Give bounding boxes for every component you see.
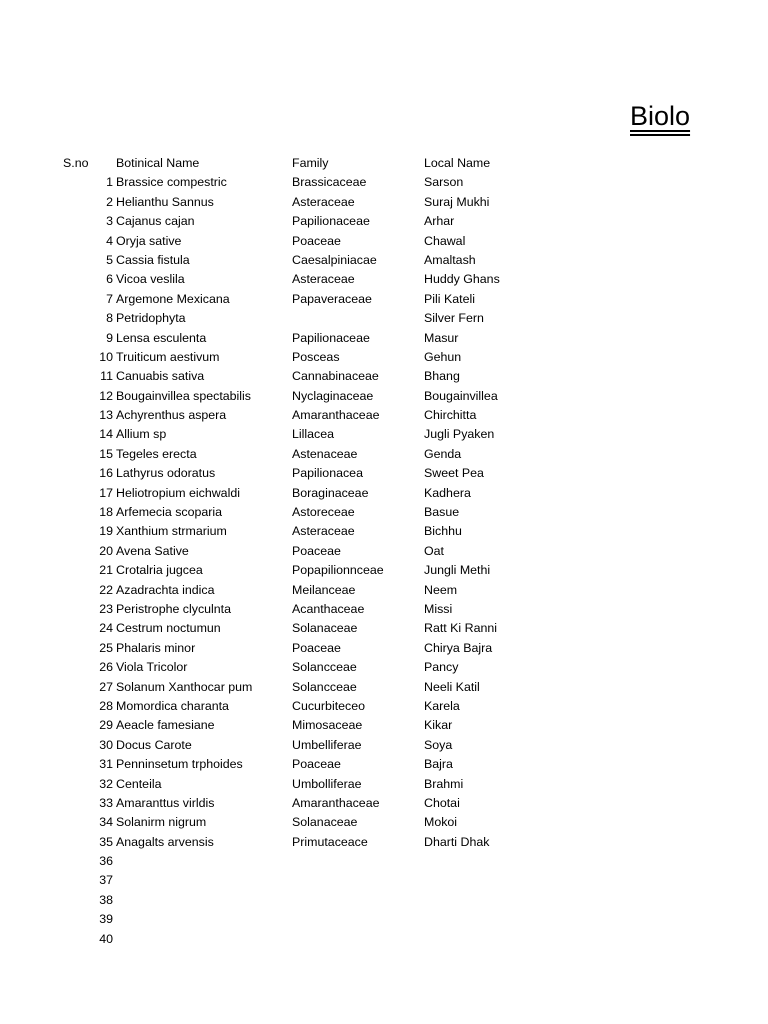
table-row: [0, 658, 768, 677]
cell-family: Cucurbiteceo: [292, 698, 366, 713]
cell-family: Asteraceae: [292, 272, 355, 287]
table-row: [0, 367, 768, 386]
cell-sno: 40: [99, 931, 113, 946]
cell-local-name: Suraj Mukhi: [424, 194, 490, 209]
cell-sno: 11: [100, 369, 113, 384]
cell-sno: 12: [99, 388, 113, 403]
cell-botanical-name: Cestrum noctumun: [116, 621, 221, 636]
table-row: [0, 484, 768, 503]
cell-family: Poaceae: [292, 543, 341, 558]
table-row: [0, 775, 768, 794]
cell-sno: 23: [99, 601, 113, 616]
header-sno: S.no: [63, 156, 89, 170]
cell-botanical-name: Canuabis sativa: [116, 369, 205, 384]
table-row: [0, 910, 768, 929]
table-row: [0, 290, 768, 309]
cell-sno: 8: [106, 311, 113, 326]
header-family: Family: [292, 156, 329, 170]
cell-botanical-name: Truiticum aestivum: [116, 349, 220, 364]
cell-family: Amaranthaceae: [292, 795, 380, 810]
table-row: [0, 852, 768, 871]
cell-botanical-name: Vicoa veslila: [116, 272, 185, 287]
cell-sno: 16: [99, 466, 113, 481]
header-local-name: Local Name: [424, 156, 491, 170]
cell-family: Umbolliferae: [292, 776, 362, 791]
cell-family: Astoreceae: [292, 505, 355, 520]
cell-family: Poaceae: [292, 757, 341, 772]
cell-sno: 38: [99, 892, 113, 907]
table-row: [0, 425, 768, 444]
table-row: [0, 309, 768, 328]
cell-botanical-name: Phalaris minor: [116, 640, 196, 655]
cell-sno: 9: [106, 330, 113, 345]
cell-local-name: Soya: [424, 737, 453, 752]
cell-sno: 30: [99, 737, 113, 752]
table-row: [0, 871, 768, 890]
cell-botanical-name: Amaranttus virldis: [116, 795, 215, 810]
cell-local-name: Genda: [424, 446, 462, 461]
cell-family: Mimosaceae: [292, 718, 363, 733]
page-title: Biolo: [630, 101, 691, 131]
cell-botanical-name: Oryja sative: [116, 233, 182, 248]
cell-local-name: Neeli Katil: [424, 679, 480, 694]
cell-sno: 36: [99, 854, 113, 869]
header-botanical-name: Botinical Name: [116, 156, 200, 170]
table-row: [0, 173, 768, 192]
cell-local-name: Jugli Pyaken: [424, 427, 495, 442]
cell-local-name: Oat: [424, 543, 444, 558]
cell-local-name: Huddy Ghans: [424, 272, 500, 287]
cell-family: Nyclaginaceae: [292, 388, 374, 403]
cell-family: Papilionacea: [292, 466, 363, 481]
cell-sno: 18: [99, 505, 113, 520]
cell-sno: 5: [106, 252, 113, 267]
table-row: [0, 736, 768, 755]
cell-botanical-name: Cajanus cajan: [116, 214, 195, 229]
cell-local-name: Chawal: [424, 233, 466, 248]
cell-local-name: Brahmi: [424, 776, 464, 791]
table-row: [0, 581, 768, 600]
cell-local-name: Sweet Pea: [424, 466, 484, 481]
table-row: [0, 561, 768, 580]
table-row: [0, 697, 768, 716]
cell-sno: 39: [99, 912, 113, 927]
cell-family: Cannabinaceae: [292, 369, 379, 384]
table-row: [0, 600, 768, 619]
cell-sno: 33: [99, 795, 113, 810]
table-row: [0, 794, 768, 813]
table-row: [0, 329, 768, 348]
cell-family: Papaveraceae: [292, 291, 372, 306]
cell-botanical-name: Penninsetum trphoides: [116, 757, 243, 772]
table-row: [0, 891, 768, 910]
cell-sno: 10: [99, 349, 113, 364]
cell-botanical-name: Achyrenthus aspera: [116, 408, 227, 423]
table-row: [0, 930, 768, 949]
cell-botanical-name: Anagalts arvensis: [116, 834, 214, 849]
cell-family: Papilionaceae: [292, 214, 370, 229]
cell-local-name: Dharti Dhak: [424, 834, 490, 849]
cell-local-name: Amaltash: [424, 252, 476, 267]
cell-sno: 35: [99, 834, 113, 849]
cell-family: Brassicaceae: [292, 175, 367, 190]
cell-botanical-name: Azadrachta indica: [116, 582, 215, 597]
cell-family: Poaceae: [292, 640, 341, 655]
cell-botanical-name: Tegeles erecta: [116, 446, 197, 461]
table-row: [0, 251, 768, 270]
cell-local-name: Kikar: [424, 718, 453, 733]
table-row: [0, 716, 768, 735]
table-header-row: [0, 154, 768, 173]
cell-local-name: Bajra: [424, 757, 453, 772]
table-row: [0, 813, 768, 832]
cell-local-name: Karela: [424, 698, 460, 713]
cell-botanical-name: Cassia fistula: [116, 252, 190, 267]
cell-sno: 20: [99, 543, 113, 558]
cell-botanical-name: Helianthu Sannus: [116, 194, 214, 209]
cell-sno: 37: [99, 873, 113, 888]
cell-sno: 31: [99, 757, 113, 772]
cell-family: Asteraceae: [292, 524, 355, 539]
cell-sno: 34: [99, 815, 113, 830]
cell-sno: 29: [99, 718, 113, 733]
cell-botanical-name: Aeacle famesiane: [116, 718, 215, 733]
cell-sno: 17: [99, 485, 113, 500]
cell-family: Solanaceae: [292, 815, 358, 830]
cell-family: Amaranthaceae: [292, 408, 380, 423]
cell-sno: 6: [106, 272, 113, 287]
cell-botanical-name: Centeila: [116, 776, 162, 791]
cell-family: Solanaceae: [292, 621, 358, 636]
cell-local-name: Bhang: [424, 369, 460, 384]
cell-sno: 24: [99, 621, 113, 636]
cell-family: Boraginaceae: [292, 485, 369, 500]
cell-botanical-name: Lensa esculenta: [116, 330, 207, 345]
cell-sno: 14: [99, 427, 113, 442]
table-row: [0, 348, 768, 367]
cell-sno: 15: [99, 446, 113, 461]
cell-local-name: Masur: [424, 330, 459, 345]
cell-local-name: Gehun: [424, 349, 462, 364]
cell-local-name: Bichhu: [424, 524, 462, 539]
cell-local-name: Chirya Bajra: [424, 640, 493, 655]
cell-sno: 4: [106, 233, 113, 248]
table-row: [0, 212, 768, 231]
table-row: [0, 193, 768, 212]
cell-local-name: Neem: [424, 582, 458, 597]
cell-sno: 21: [99, 563, 113, 578]
cell-local-name: Pili Kateli: [424, 291, 475, 306]
plant-table: [0, 154, 768, 949]
cell-family: Popapilionnceae: [292, 563, 384, 578]
cell-local-name: Kadhera: [424, 485, 471, 500]
cell-local-name: Chirchitta: [424, 408, 477, 423]
cell-sno: 25: [99, 640, 113, 655]
cell-sno: 2: [106, 194, 113, 209]
cell-family: Caesalpiniacae: [292, 252, 377, 267]
cell-family: Posceas: [292, 349, 340, 364]
cell-family: Astenaceae: [292, 446, 358, 461]
table-row: [0, 542, 768, 561]
cell-botanical-name: Crotalria jugcea: [116, 563, 203, 578]
cell-family: Acanthaceae: [292, 601, 365, 616]
cell-local-name: Basue: [424, 505, 460, 520]
cell-botanical-name: Viola Tricolor: [116, 660, 188, 675]
cell-family: Solancceae: [292, 679, 357, 694]
table-row: [0, 755, 768, 774]
cell-sno: 28: [99, 698, 113, 713]
cell-sno: 27: [99, 679, 113, 694]
cell-family: Meilanceae: [292, 582, 356, 597]
cell-local-name: Pancy: [424, 660, 459, 675]
table-row: [0, 270, 768, 289]
table-row: [0, 522, 768, 541]
table-row: [0, 387, 768, 406]
cell-botanical-name: Argemone Mexicana: [116, 291, 230, 306]
table-row: [0, 619, 768, 638]
cell-sno: 3: [106, 214, 113, 229]
cell-botanical-name: Momordica charanta: [116, 698, 229, 713]
cell-botanical-name: Solanum Xanthocar pum: [116, 679, 253, 694]
cell-botanical-name: Petridophyta: [116, 311, 186, 326]
cell-local-name: Chotai: [424, 795, 460, 810]
cell-sno: 19: [99, 524, 113, 539]
table-row: [0, 445, 768, 464]
cell-local-name: Ratt Ki Ranni: [424, 621, 498, 636]
table-row: [0, 639, 768, 658]
cell-local-name: Mokoi: [424, 815, 458, 830]
cell-family: Poaceae: [292, 233, 341, 248]
table-row: [0, 503, 768, 522]
cell-local-name: Arhar: [424, 214, 455, 229]
cell-family: Papilionaceae: [292, 330, 370, 345]
cell-botanical-name: Bougainvillea spectabilis: [116, 388, 252, 403]
cell-sno: 7: [106, 291, 113, 306]
cell-local-name: Bougainvillea: [424, 388, 498, 403]
table-row: [0, 678, 768, 697]
cell-family: Lillacea: [292, 427, 335, 442]
cell-botanical-name: Heliotropium eichwaldi: [116, 485, 240, 500]
cell-sno: 13: [99, 408, 113, 423]
cell-botanical-name: Docus Carote: [116, 737, 192, 752]
table-row: [0, 833, 768, 852]
cell-sno: 22: [99, 582, 113, 597]
cell-family: Primutaceace: [292, 834, 368, 849]
table-row: [0, 464, 768, 483]
table-body: [0, 173, 768, 949]
table-row: [0, 232, 768, 251]
table-row: [0, 406, 768, 425]
cell-family: Asteraceae: [292, 194, 355, 209]
cell-sno: 32: [99, 776, 113, 791]
cell-botanical-name: Arfemecia scoparia: [116, 505, 223, 520]
cell-botanical-name: Peristrophe clyculnta: [116, 601, 232, 616]
cell-botanical-name: Avena Sative: [116, 543, 189, 558]
cell-local-name: Sarson: [424, 175, 464, 190]
cell-botanical-name: Lathyrus odoratus: [116, 466, 216, 481]
cell-botanical-name: Brassice compestric: [116, 175, 227, 190]
cell-local-name: Silver Fern: [424, 311, 484, 326]
cell-botanical-name: Allium sp: [116, 427, 167, 442]
cell-family: Solancceae: [292, 660, 357, 675]
cell-botanical-name: Solanirm nigrum: [116, 815, 207, 830]
cell-family: Umbelliferae: [292, 737, 362, 752]
cell-local-name: Jungli Methi: [424, 563, 491, 578]
cell-local-name: Missi: [424, 601, 453, 616]
cell-botanical-name: Xanthium strmarium: [116, 524, 227, 539]
cell-sno: 26: [99, 660, 113, 675]
cell-sno: 1: [106, 175, 113, 190]
